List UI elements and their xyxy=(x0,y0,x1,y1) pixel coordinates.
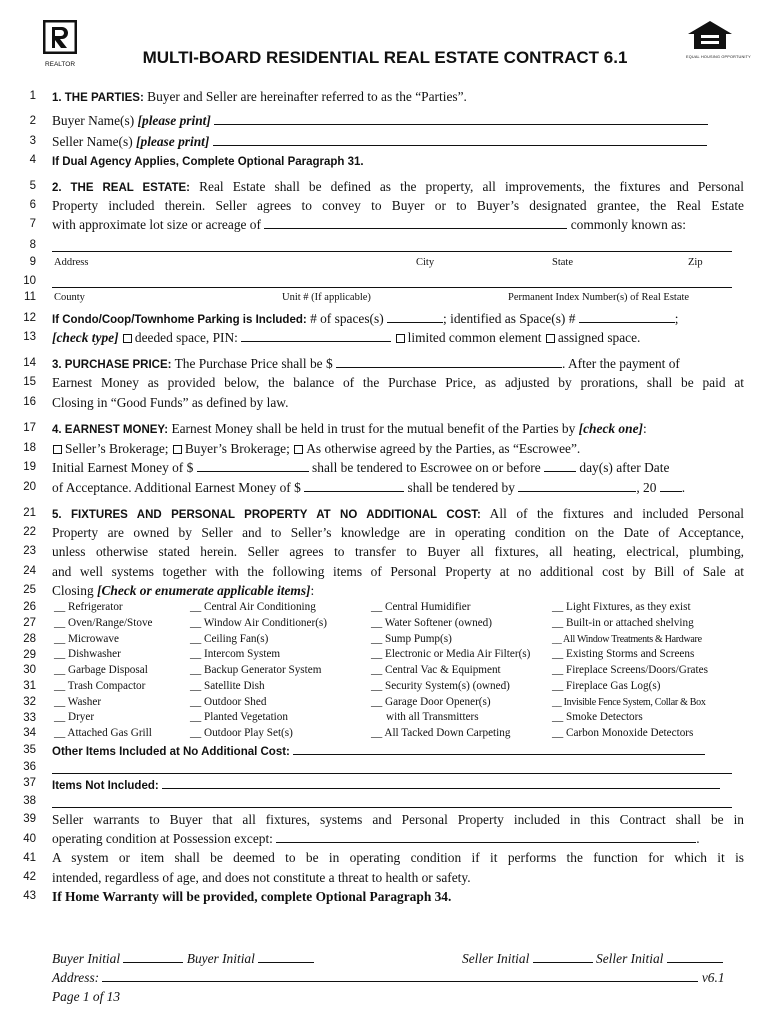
line-number: 15 xyxy=(23,376,36,388)
item-fireplace-screens[interactable]: __ Fireplace Screens/Doors/Grates xyxy=(552,664,708,676)
line-number: 11 xyxy=(24,291,36,303)
tender-on-label: shall be tendered to Escrowee on or before xyxy=(312,460,541,475)
item-refrigerator[interactable]: __ Refrigerator xyxy=(54,601,123,613)
fixtures-line-23 xyxy=(52,543,744,561)
warranty-line-40 xyxy=(52,830,744,848)
lot-size-field[interactable] xyxy=(264,216,567,229)
item-sump-pumps[interactable]: __ Sump Pump(s) xyxy=(371,632,452,645)
line-number: 19 xyxy=(23,461,36,473)
deeded-space-label: deeded space, PIN: xyxy=(134,330,238,345)
not-included-field[interactable] xyxy=(162,776,720,789)
item-transmitters-note: with all Transmitters xyxy=(386,711,479,724)
line-number: 28 xyxy=(23,633,36,645)
line-number: 33 xyxy=(23,712,36,724)
parties-line xyxy=(52,88,744,107)
dual-agency-note: If Dual Agency Applies, Complete Optional Paragraph 31. xyxy=(52,156,364,168)
item-attached-gas-grill[interactable]: __ Attached Gas Grill xyxy=(54,727,152,739)
check-type-note: [check type] xyxy=(52,330,119,345)
not-included-line xyxy=(52,776,744,795)
limited-common-checkbox[interactable] xyxy=(396,334,405,343)
fixtures-text: unless otherwise stated herein. Seller agrees to transfer to Buyer all fixtures, all heating, electrical, plumbing, xyxy=(52,544,744,559)
line-number: 3 xyxy=(29,135,36,147)
buyers-brokerage-checkbox[interactable] xyxy=(173,445,182,454)
tendered-by-label: shall be tendered by xyxy=(407,480,515,495)
item-light-fixtures[interactable]: __ Light Fixtures, as they exist xyxy=(552,601,691,613)
semicolon: ; xyxy=(674,311,679,326)
item-co-detectors[interactable]: __ Carbon Monoxide Detectors xyxy=(552,727,694,739)
purchase-price-text: . After the payment of xyxy=(562,356,680,371)
dual-agency-line xyxy=(52,152,744,171)
real-estate-line-6 xyxy=(52,197,744,215)
real-estate-text: Property included therein. Seller agrees to convey to Buyer or to Buyer’s designated grantee, the Real Estate xyxy=(52,198,744,213)
item-garbage-disposal[interactable]: __ Garbage Disposal xyxy=(54,664,148,676)
line-number: 38 xyxy=(23,795,36,807)
additional-earnest-label: of Acceptance. Additional Earnest Money of $ xyxy=(52,480,301,495)
line-number: 30 xyxy=(23,664,36,676)
fixtures-heading: 5. FIXTURES AND PERSONAL PROPERTY AT NO ADDITIONAL COST: xyxy=(52,509,481,521)
assigned-space-checkbox[interactable] xyxy=(546,334,555,343)
line-number: 2 xyxy=(29,115,36,127)
address-caption: Address xyxy=(54,257,89,268)
colon: : xyxy=(642,421,647,436)
fixtures-text: All of the fixtures and included Personal xyxy=(489,506,744,521)
line-number: 41 xyxy=(23,852,36,864)
item-intercom[interactable]: __ Intercom System xyxy=(190,648,281,661)
item-air-filter[interactable]: __ Electronic or Media Air Filter(s) xyxy=(371,648,531,661)
parties-text: Buyer and Seller are hereinafter referred to as the “Parties”. xyxy=(147,89,467,104)
buyer-initial-label: Buyer Initial xyxy=(186,951,255,966)
line-number: 13 xyxy=(23,331,36,343)
line-number: 24 xyxy=(23,565,36,577)
line-number: 39 xyxy=(23,813,36,825)
equal-housing-house-icon xyxy=(686,20,734,50)
line-number: 6 xyxy=(29,199,36,211)
version-label: v6.1 xyxy=(701,970,725,985)
items-column-2 xyxy=(190,600,327,742)
period: . xyxy=(681,480,686,495)
warranty-line-43 xyxy=(52,888,744,906)
parking-line xyxy=(52,310,744,329)
warranty-line-39 xyxy=(52,811,744,829)
footer-address-field[interactable] xyxy=(102,969,698,982)
line-number: 9 xyxy=(29,256,36,268)
not-included-field-2[interactable] xyxy=(52,807,732,808)
home-warranty-note: If Home Warranty will be provided, complete Optional Paragraph 34. xyxy=(52,889,452,904)
earnest-money-line-18 xyxy=(52,440,744,458)
line-number: 43 xyxy=(23,890,36,902)
line-number: 32 xyxy=(23,696,36,708)
item-microwave[interactable]: __ Microwave xyxy=(54,632,119,645)
other-items-label: Other Items Included at No Additional Cost: xyxy=(52,746,290,758)
state-caption: State xyxy=(552,257,573,268)
spaces-field[interactable] xyxy=(387,310,443,323)
line-number: 36 xyxy=(23,761,36,773)
line-number: 37 xyxy=(23,777,36,789)
pin-caption: Permanent Index Number(s) of Real Estate xyxy=(508,292,690,303)
equal-housing-logo-text: EQUAL HOUSING OPPORTUNITY xyxy=(686,55,751,59)
city-caption: City xyxy=(416,257,435,268)
tendered-date-field[interactable] xyxy=(518,479,636,492)
sellers-brokerage-checkbox[interactable] xyxy=(53,445,62,454)
warranty-line-41 xyxy=(52,849,744,867)
item-security-system[interactable]: __ Security System(s) (owned) xyxy=(371,679,510,692)
item-invisible-fence[interactable]: __ Invisible Fence System, Collar & Box xyxy=(552,696,706,708)
unit-caption: Unit # (If applicable) xyxy=(282,292,371,303)
earnest-money-text: Earnest Money shall be held in trust for the mutual benefit of the Parties by xyxy=(171,421,576,436)
item-central-humidifier[interactable]: __ Central Humidifier xyxy=(371,601,471,613)
otherwise-agreed-checkbox[interactable] xyxy=(294,445,303,454)
parking-label: If Condo/Coop/Townhome Parking is Included: xyxy=(52,314,307,326)
line-number: 22 xyxy=(23,526,36,538)
purchase-price-text: Earnest Money as provided below, the balance of the Purchase Price, as adjusted by prorations, shall be paid at xyxy=(52,375,744,390)
real-estate-heading: 2. THE REAL ESTATE: xyxy=(52,182,190,194)
line-number: 16 xyxy=(23,396,36,408)
buyer-initial-field-2[interactable] xyxy=(258,950,314,963)
seller-name-label: Seller Name(s) xyxy=(52,134,133,149)
purchase-price-text: Closing in “Good Funds” as defined by law. xyxy=(52,395,289,410)
real-estate-text: Real Estate shall be defined as the property, all improvements, the fixtures and Personal xyxy=(199,179,744,194)
check-one-note: [check one] xyxy=(578,421,643,436)
buyer-name-line xyxy=(52,112,744,130)
line-number: 17 xyxy=(23,422,36,434)
realtor-logo-text: REALTOR xyxy=(44,61,76,68)
check-enumerate-note: [Check or enumerate applicable items] xyxy=(97,583,311,598)
year-field[interactable] xyxy=(660,479,682,492)
item-water-softener[interactable]: __ Water Softener (owned) xyxy=(371,616,492,629)
line-number: 35 xyxy=(23,744,36,756)
line-number: 8 xyxy=(29,239,36,251)
line-number: 21 xyxy=(23,507,36,519)
commonly-known-label: commonly known as: xyxy=(570,217,686,232)
item-dryer[interactable]: __ Dryer xyxy=(54,711,95,724)
line-number: 10 xyxy=(23,275,36,287)
item-shelving[interactable]: __ Built-in or attached shelving xyxy=(552,616,694,629)
footer-address-line xyxy=(52,969,744,987)
real-estate-line-5 xyxy=(52,178,744,197)
not-included-label: Items Not Included: xyxy=(52,780,159,792)
parking-type-line xyxy=(52,329,744,347)
other-items-line xyxy=(52,742,744,761)
item-planted-vegetation[interactable]: __ Planted Vegetation xyxy=(190,711,288,724)
purchase-price-heading: 3. PURCHASE PRICE: xyxy=(52,359,172,371)
item-washer[interactable]: __ Washer xyxy=(54,695,102,708)
line-number: 14 xyxy=(23,357,36,369)
seller-initial-label: Seller Initial xyxy=(596,951,664,966)
footer-address-label: Address: xyxy=(52,970,100,985)
assigned-space-label: assigned space. xyxy=(557,330,641,345)
limited-common-label: limited common element xyxy=(407,330,542,345)
line-number: 42 xyxy=(23,871,36,883)
line-number: 20 xyxy=(23,481,36,493)
line-number: 23 xyxy=(23,545,36,557)
item-dishwasher[interactable]: __ Dishwasher xyxy=(54,648,121,661)
fixtures-text: Closing xyxy=(52,583,94,598)
please-print-note: [please print] xyxy=(136,134,210,149)
item-window-treatments[interactable]: __ All Window Treatments & Hardware xyxy=(552,633,702,645)
fixtures-text: and well systems together with the following items of Personal Property at no additional cost by Bill of Sale at xyxy=(52,564,744,579)
earnest-money-line-17 xyxy=(52,420,744,439)
buyer-name-label: Buyer Name(s) xyxy=(52,113,135,128)
item-central-air[interactable]: __ Central Air Conditioning xyxy=(190,601,316,613)
fixtures-line-21 xyxy=(52,505,744,524)
line-number: 26 xyxy=(23,601,36,613)
real-estate-line-7 xyxy=(52,216,744,234)
buyers-brokerage-label: Buyer’s Brokerage; xyxy=(184,441,290,456)
purchase-price-field[interactable] xyxy=(336,355,562,368)
deeded-pin-field[interactable] xyxy=(241,329,391,342)
buyer-initial-label: Buyer Initial xyxy=(52,951,121,966)
item-outdoor-shed[interactable]: __ Outdoor Shed xyxy=(190,695,267,708)
item-fireplace-gas-logs[interactable]: __ Fireplace Gas Log(s) xyxy=(552,679,661,692)
days-field[interactable] xyxy=(544,459,576,472)
lot-size-label: with approximate lot size or acreage of xyxy=(52,217,261,232)
otherwise-agreed-label: As otherwise agreed by the Parties, as “Escrowee”. xyxy=(306,441,581,456)
page-title: MULTI-BOARD RESIDENTIAL REAL ESTATE CONTRACT 6.1 xyxy=(142,48,628,67)
days-after-label: day(s) after Date xyxy=(579,460,670,475)
other-items-field[interactable] xyxy=(293,742,705,755)
line-number: 29 xyxy=(23,649,36,661)
line-number: 27 xyxy=(23,617,36,629)
purchase-price-line-15 xyxy=(52,374,744,392)
period: . xyxy=(696,831,700,846)
item-trash-compactor[interactable]: __ Trash Compactor xyxy=(54,679,146,692)
fixtures-line-24 xyxy=(52,563,744,581)
deeded-space-checkbox[interactable] xyxy=(123,334,132,343)
initial-earnest-field[interactable] xyxy=(197,459,309,472)
year-prefix: , 20 xyxy=(636,480,657,495)
page-number: Page 1 of 13 xyxy=(52,989,121,1004)
line-number: 18 xyxy=(23,442,36,454)
seller-name-field[interactable] xyxy=(213,133,707,146)
buyer-initial-field-1[interactable] xyxy=(123,950,183,963)
warranty-line-42 xyxy=(52,869,744,887)
purchase-price-line-14 xyxy=(52,355,744,374)
seller-initials xyxy=(462,950,744,968)
line-number: 5 xyxy=(29,180,36,192)
condition-text: intended, regardless of age, and does not constitute a threat to health or safety. xyxy=(52,870,471,885)
buyer-name-field[interactable] xyxy=(214,112,708,125)
item-backup-generator[interactable]: __ Backup Generator System xyxy=(190,664,322,676)
seller-name-line xyxy=(52,133,744,151)
line-number: 25 xyxy=(23,584,36,596)
line-number: 4 xyxy=(29,154,36,166)
item-window-ac[interactable]: __ Window Air Conditioner(s) xyxy=(190,616,328,629)
item-tacked-carpeting[interactable]: __ All Tacked Down Carpeting xyxy=(371,727,511,739)
item-oven-range-stove[interactable]: __ Oven/Range/Stove xyxy=(54,616,153,629)
initial-earnest-label: Initial Earnest Money of $ xyxy=(52,460,194,475)
fixtures-text: Property are owned by Seller and to Seller’s knowledge are in operating condition on the Date of Acceptance, xyxy=(52,525,744,540)
items-column-3 xyxy=(371,600,530,742)
condition-text: Seller warrants to Buyer that all fixtures, systems and Personal Property included in this Contract shall be in xyxy=(52,812,744,827)
item-central-vac[interactable]: __ Central Vac & Equipment xyxy=(371,664,501,676)
item-satellite-dish[interactable]: __ Satellite Dish xyxy=(190,679,265,692)
earnest-money-line-20 xyxy=(52,479,744,497)
additional-earnest-field[interactable] xyxy=(304,479,404,492)
seller-initial-field-2[interactable] xyxy=(667,950,723,963)
county-field[interactable] xyxy=(52,287,732,288)
item-garage-door-opener[interactable]: __ Garage Door Opener(s) xyxy=(371,695,491,708)
identified-space-label: ; identified as Space(s) # xyxy=(443,311,576,326)
purchase-price-line-16 xyxy=(52,394,744,412)
possession-exceptions-field[interactable] xyxy=(276,830,696,843)
line-number: 40 xyxy=(23,833,36,845)
sellers-brokerage-label: Seller’s Brokerage; xyxy=(65,441,169,456)
address-field[interactable] xyxy=(52,251,732,252)
fixtures-line-25 xyxy=(52,582,744,600)
county-caption: County xyxy=(54,292,85,303)
item-smoke-detectors[interactable]: __ Smoke Detectors xyxy=(552,711,643,724)
seller-initial-label: Seller Initial xyxy=(462,951,530,966)
line-number: 1 xyxy=(29,90,36,102)
colon: : xyxy=(310,583,315,598)
other-items-field-2[interactable] xyxy=(52,773,732,774)
parties-heading: 1. THE PARTIES: xyxy=(52,92,144,104)
items-column-1 xyxy=(54,600,153,742)
item-outdoor-play-sets[interactable]: __ Outdoor Play Set(s) xyxy=(190,727,293,739)
zip-caption: Zip xyxy=(688,257,703,268)
please-print-note: [please print] xyxy=(137,113,211,128)
line-number: 31 xyxy=(23,680,36,692)
space-number-field[interactable] xyxy=(579,310,675,323)
item-storms-screens[interactable]: __ Existing Storms and Screens xyxy=(552,648,695,661)
line-number: 7 xyxy=(29,218,36,230)
seller-initial-field-1[interactable] xyxy=(533,950,593,963)
earnest-money-heading: 4. EARNEST MONEY: xyxy=(52,424,169,436)
condition-text: A system or item shall be deemed to be in operating condition if it performs the function for which it is xyxy=(52,850,744,865)
items-column-4 xyxy=(552,600,708,742)
line-number: 34 xyxy=(23,727,36,739)
condition-text: operating condition at Possession except: xyxy=(52,831,273,846)
earnest-money-line-19 xyxy=(52,459,744,477)
purchase-price-label: The Purchase Price shall be $ xyxy=(174,356,333,371)
fixtures-line-22 xyxy=(52,524,744,542)
item-ceiling-fans[interactable]: __ Ceiling Fan(s) xyxy=(190,632,269,645)
line-number: 12 xyxy=(23,312,36,324)
spaces-label: # of spaces(s) xyxy=(310,311,384,326)
